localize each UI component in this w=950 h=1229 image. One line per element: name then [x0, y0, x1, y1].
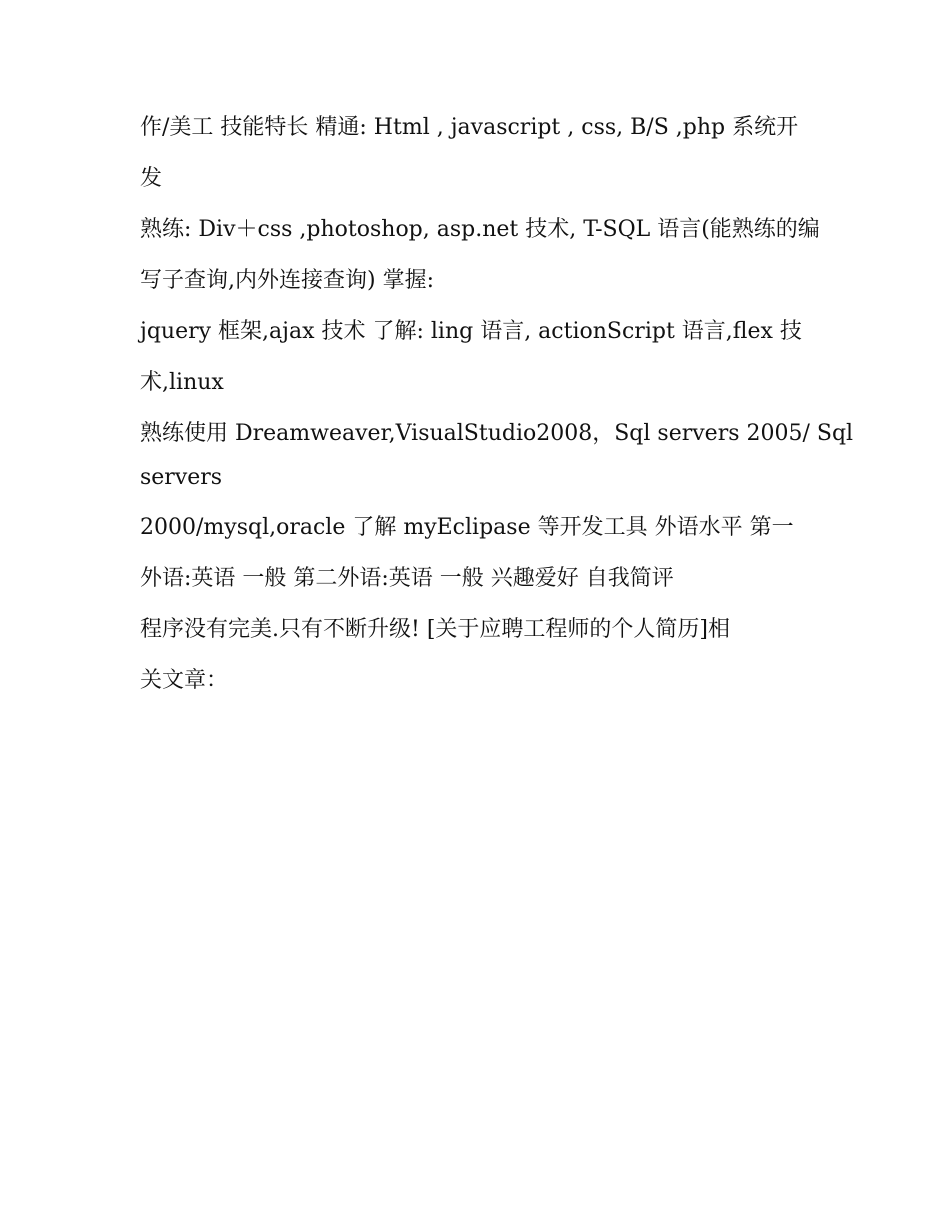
text-line-10: 外语:英语 一般 第二外语:英语 一般 兴趣爱好 自我简评 [140, 566, 674, 591]
text-line-2: 发 [140, 166, 163, 191]
text-line-3: 熟练: Div＋css ,photoshop, asp.net 技术, T-SQL 语言(能熟练的编 [140, 217, 820, 242]
text-line-11: 程序没有完美.只有不断升级! [关于应聘工程师的个人简历]相 [140, 617, 730, 642]
text-line-8: servers [140, 465, 223, 490]
text-line-6: 术,linux [140, 370, 224, 395]
text-line-9: 2000/mysql,oracle 了解 myEclipase 等开发工具 外语水平 第一 [140, 515, 794, 540]
text-line-4: 写子查询,内外连接查询) 掌握: [140, 268, 434, 293]
text-line-7: 熟练使用 Dreamweaver,VisualStudio2008，Sql servers 2005/ Sql [140, 421, 854, 446]
text-line-1: 作/美工 技能特长 精通: Html , javascript , css, B/S ,php 系统开 [140, 115, 799, 140]
text-line-12: 关文章： [140, 668, 229, 693]
text-line-5: jquery 框架,ajax 技术 了解: ling 语言, actionScript 语言,flex 技 [140, 319, 802, 344]
